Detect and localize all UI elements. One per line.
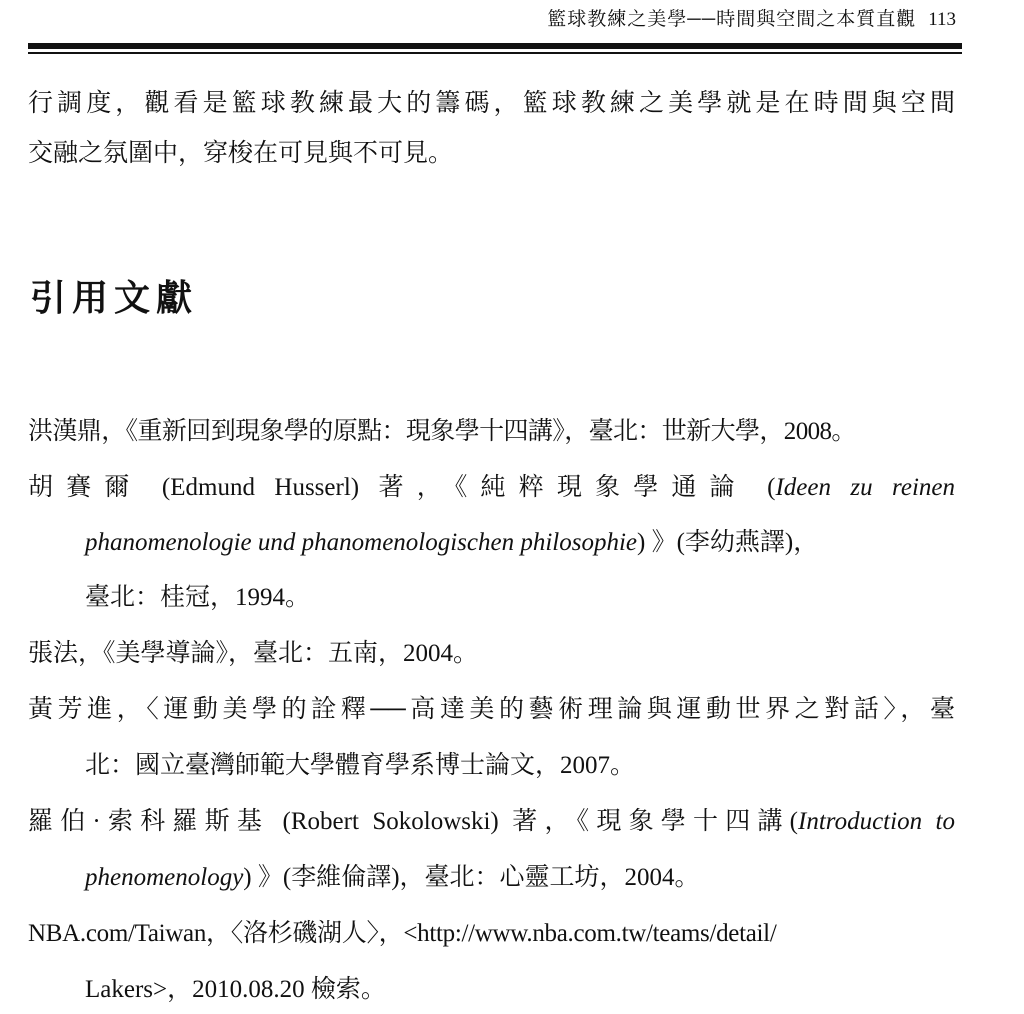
reference-item: 黃芳進，〈運動美學的詮釋──高達美的藝術理論與運動世界之對話〉，臺 [28, 696, 955, 723]
reference-item: 胡賽爾 (Edmund Husserl) 著，《純粹現象學通論 (Ideen zu reinen [28, 474, 955, 501]
body-line: 行調度，觀看是籃球教練最大的籌碼，籃球教練之美學就是在時間與空間 [28, 90, 955, 117]
reference-item-cont: phenomenology) 》(李維倫譯)，臺北：心靈工坊，2004。 [85, 864, 700, 891]
header-rule-thick [28, 43, 962, 49]
body-line: 交融之氛圍中，穿梭在可見與不可見。 [28, 140, 454, 167]
header-rule-thin [28, 52, 962, 54]
reference-item-cont: phanomenologie und phanomenologischen philosophie) 》(李幼燕譯)， [85, 529, 819, 556]
references-heading: 引用文獻 [30, 277, 199, 319]
running-title: 籃球教練之美學──時間與空間之本質直觀 [547, 9, 917, 30]
reference-item: NBA.com/Taiwan，〈洛杉磯湖人〉，<http://www.nba.com.tw/teams/detail/ [28, 920, 777, 947]
reference-item: 張法，《美學導論》，臺北：五南，2004。 [28, 640, 479, 667]
reference-item-cont: 臺北：桂冠，1994。 [85, 584, 311, 611]
reference-item-cont: Lakers>，2010.08.20 檢索。 [85, 976, 386, 1003]
reference-item-cont: 北：國立臺灣師範大學體育學系博士論文，2007。 [85, 752, 636, 779]
reference-item: 羅伯·索科羅斯基 (Robert Sokolowski) 著，《現象學十四講(Introduction to [28, 808, 955, 835]
page-number: 113 [928, 9, 956, 30]
running-head [547, 4, 956, 31]
reference-item: 洪漢鼎，《重新回到現象學的原點：現象學十四講》，臺北：世新大學，2008。 [28, 418, 856, 445]
